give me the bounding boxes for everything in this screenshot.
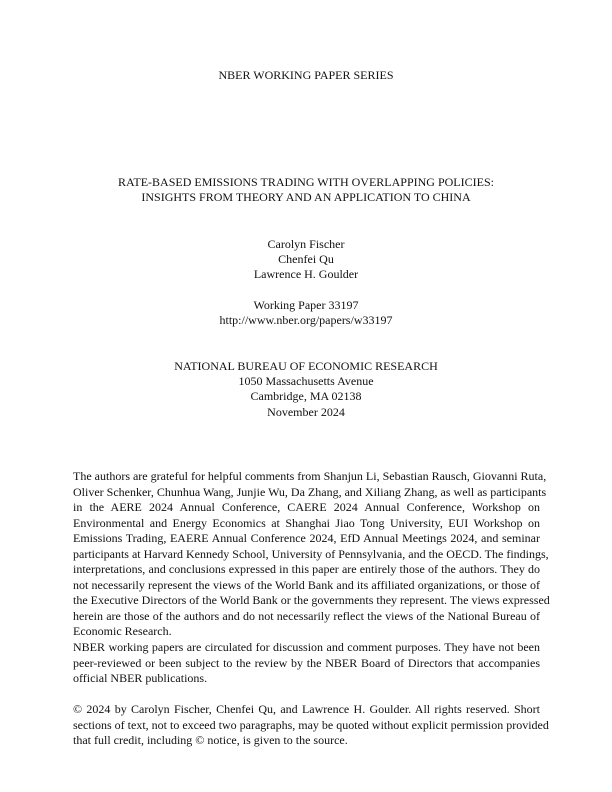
title-line: INSIGHTS FROM THEORY AND AN APPLICATION TO CHINA [141, 190, 471, 205]
paragraph-line: Economic Research. [73, 624, 172, 639]
authors [0, 237, 612, 283]
title-line: RATE-BASED EMISSIONS TRADING WITH OVERLAPPING POLICIES: [118, 175, 494, 189]
institution-street: 1050 Massachusetts Avenue [238, 374, 374, 389]
paragraph-line: NBER working papers are circulated for discussion and comment purposes. They have not been [73, 640, 540, 654]
paragraph-line: peer-reviewed or been subject to the review by the NBER Board of Directors that accompanies [73, 655, 540, 670]
paragraph-line: that full credit, including © notice, is given to the source. [73, 733, 348, 748]
paragraph-line: interpretations, and conclusions expressed in this paper are entirely those of the authors. They do [73, 562, 540, 577]
paragraph-line: the Executive Directors of the World Bank or the governments they represent. The views expressed [73, 593, 550, 608]
institution-name: NATIONAL BUREAU OF ECONOMIC RESEARCH [174, 359, 438, 373]
series-heading: NBER WORKING PAPER SERIES [218, 68, 394, 82]
publication-date: November 2024 [267, 404, 345, 419]
paragraph-line: official NBER publications. [73, 671, 208, 686]
acknowledgements-paragraph [73, 469, 550, 640]
copyright-paragraph [73, 702, 549, 749]
paper-url-link[interactable]: http://www.nber.org/papers/w33197 [219, 313, 393, 328]
institution-city: Cambridge, MA 02138 [250, 389, 362, 404]
paragraph-line: not necessarily represent the views of the World Bank and its affiliated organizations, or those of [73, 577, 540, 592]
author: Lawrence H. Goulder [253, 267, 359, 282]
paragraph-line: Oliver Schenker, Chunhua Wang, Junjie Wu, Da Zhang, and Xiliang Zhang, as well as participants [73, 484, 547, 499]
paragraph-line: herein are those of the authors and do not necessarily reflect the views of the National Bureau of [73, 608, 540, 623]
paragraph-line: The authors are grateful for helpful comments from Shanjun Li, Sebastian Rausch, Giovanni Ruta, [73, 469, 547, 483]
paragraph-line: Environmental and Energy Economics at Shanghai Jiao Tong University, EUI Workshop on [73, 515, 540, 530]
paragraph-line: © 2024 by Carolyn Fischer, Chenfei Qu, and Lawrence H. Goulder. All rights reserved. Short [73, 702, 540, 716]
paragraph-line: participants at Harvard Kennedy School, University of Pennsylvania, and the OECD. The findings, [73, 546, 549, 561]
working-paper-number: Working Paper 33197 [253, 298, 359, 312]
paragraph-line: sections of text, not to exceed two paragraphs, may be quoted without explicit permission provided [73, 717, 549, 732]
paper-title [0, 175, 612, 205]
author: Chenfei Qu [278, 252, 334, 267]
disclaimer-paragraph [73, 640, 540, 687]
paragraph-line: in the AERE 2024 Annual Conference, CAERE 2024 Annual Conference, Workshop on [73, 500, 540, 515]
working-paper-info [0, 298, 612, 328]
author: Carolyn Fischer [267, 237, 345, 251]
paragraph-line: Emissions Trading, EAERE Annual Conference 2024, EfD Annual Meetings 2024, and seminar [73, 531, 540, 546]
institution-block [0, 359, 612, 420]
